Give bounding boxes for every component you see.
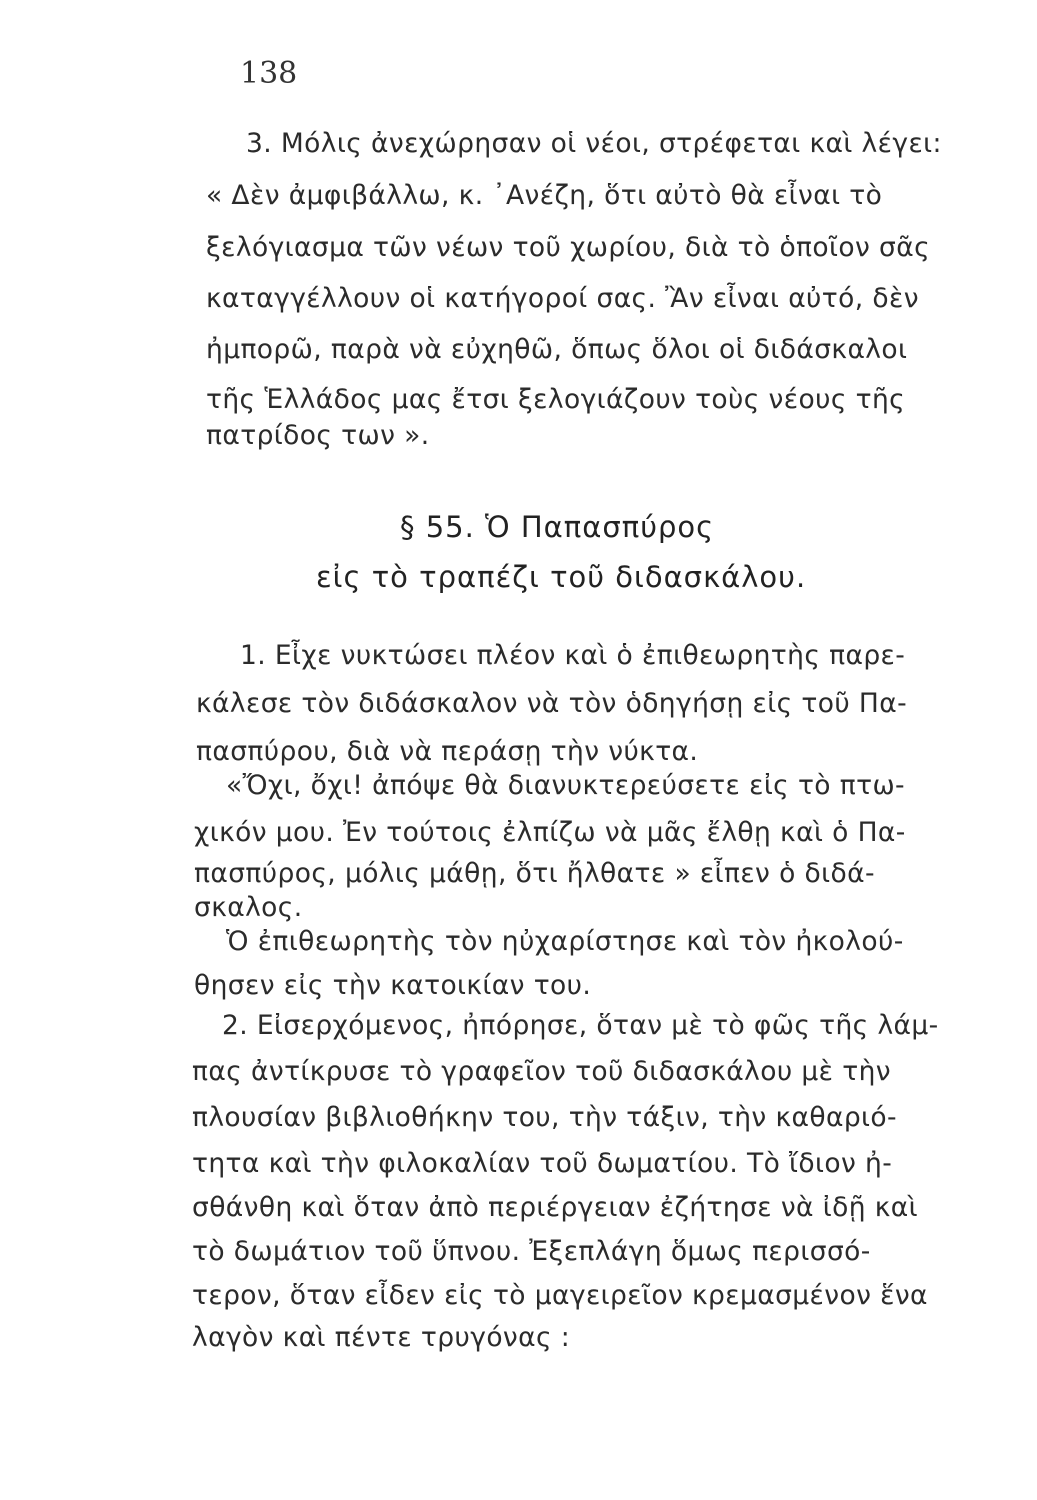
text-line: πας ἀντίκρυσε τὸ γραφεῖον τοῦ διδασκάλου μὲ τὴν bbox=[192, 1056, 891, 1087]
text-line: πασπύρος, μόλις μάθῃ, ὅτι ἤλθατε » εἶπεν ὁ διδά- bbox=[194, 858, 875, 889]
text-line: 3. Μόλις ἀνεχώρησαν οἱ νέοι, στρέφεται καὶ λέγει: bbox=[246, 128, 942, 159]
text-line: κάλεσε τὸν διδάσκαλον νὰ τὸν ὁδηγήσῃ εἰς τοῦ Πα- bbox=[196, 688, 908, 719]
text-line: πατρίδος των ». bbox=[206, 420, 430, 451]
text-line: 2. Εἰσερχόμενος, ἠπόρησε, ὅταν μὲ τὸ φῶς τῆς λάμ- bbox=[222, 1010, 939, 1041]
text-line: καταγγέλλουν οἱ κατήγοροί σας. Ἂν εἶναι αὐτό, δὲν bbox=[206, 283, 919, 314]
text-line: τὸ δωμάτιον τοῦ ὕπνου. Ἐξεπλάγη ὅμως περισσό- bbox=[192, 1236, 871, 1267]
text-line: σκαλος. bbox=[194, 892, 303, 923]
text-line: τερον, ὅταν εἶδεν εἰς τὸ μαγειρεῖον κρεμασμένον ἕνα bbox=[192, 1280, 928, 1311]
text-line: Ὁ ἐπιθεωρητὴς τὸν ηὐχαρίστησε καὶ τὸν ἠκολού- bbox=[226, 926, 904, 957]
text-line: πασπύρου, διὰ νὰ περάσῃ τὴν νύκτα. bbox=[196, 736, 699, 767]
text-line: θησεν εἰς τὴν κατοικίαν του. bbox=[194, 970, 592, 1001]
text-line: ἠμπορῶ, παρὰ νὰ εὐχηθῶ, ὅπως ὅλοι οἱ διδάσκαλοι bbox=[206, 334, 908, 365]
section-title-line-1: § 55. Ὁ Παπασπύρος bbox=[400, 510, 715, 544]
text-line: σθάνθη καὶ ὅταν ἀπὸ περιέργειαν ἐζήτησε νὰ ἰδῇ καὶ bbox=[192, 1192, 918, 1223]
section-title-line-2: εἰς τὸ τραπέζι τοῦ διδασκάλου. bbox=[316, 560, 807, 594]
text-line: «Ὄχι, ὄχι! ἀπόψε θὰ διανυκτερεύσετε εἰς τὸ πτω- bbox=[226, 770, 906, 801]
text-line: τῆς Ἑλλάδος μας ἔτσι ξελογιάζουν τοὺς νέους τῆς bbox=[206, 384, 906, 415]
text-line: « Δὲν ἀμφιβάλλω, κ. ᾿Ανέζη, ὅτι αὐτὸ θὰ εἶναι τὸ bbox=[206, 180, 883, 211]
text-line: λαγὸν καὶ πέντε τρυγόνας : bbox=[192, 1322, 571, 1353]
page-number: 138 bbox=[240, 56, 298, 91]
text-line: πλουσίαν βιβλιοθήκην του, τὴν τάξιν, τὴν καθαριό- bbox=[192, 1102, 897, 1133]
text-line: ξελόγιασμα τῶν νέων τοῦ χωρίου, διὰ τὸ ὁποῖον σᾶς bbox=[206, 232, 931, 263]
text-line: 1. Εἶχε νυκτώσει πλέον καὶ ὁ ἐπιθεωρητὴς παρε- bbox=[240, 640, 906, 671]
text-line: χικόν μου. Ἐν τούτοις ἐλπίζω νὰ μᾶς ἔλθῃ καὶ ὁ Πα- bbox=[194, 817, 906, 848]
text-line: τητα καὶ τὴν φιλοκαλίαν τοῦ δωματίου. Τὸ ἴδιον ἠ- bbox=[192, 1148, 893, 1179]
